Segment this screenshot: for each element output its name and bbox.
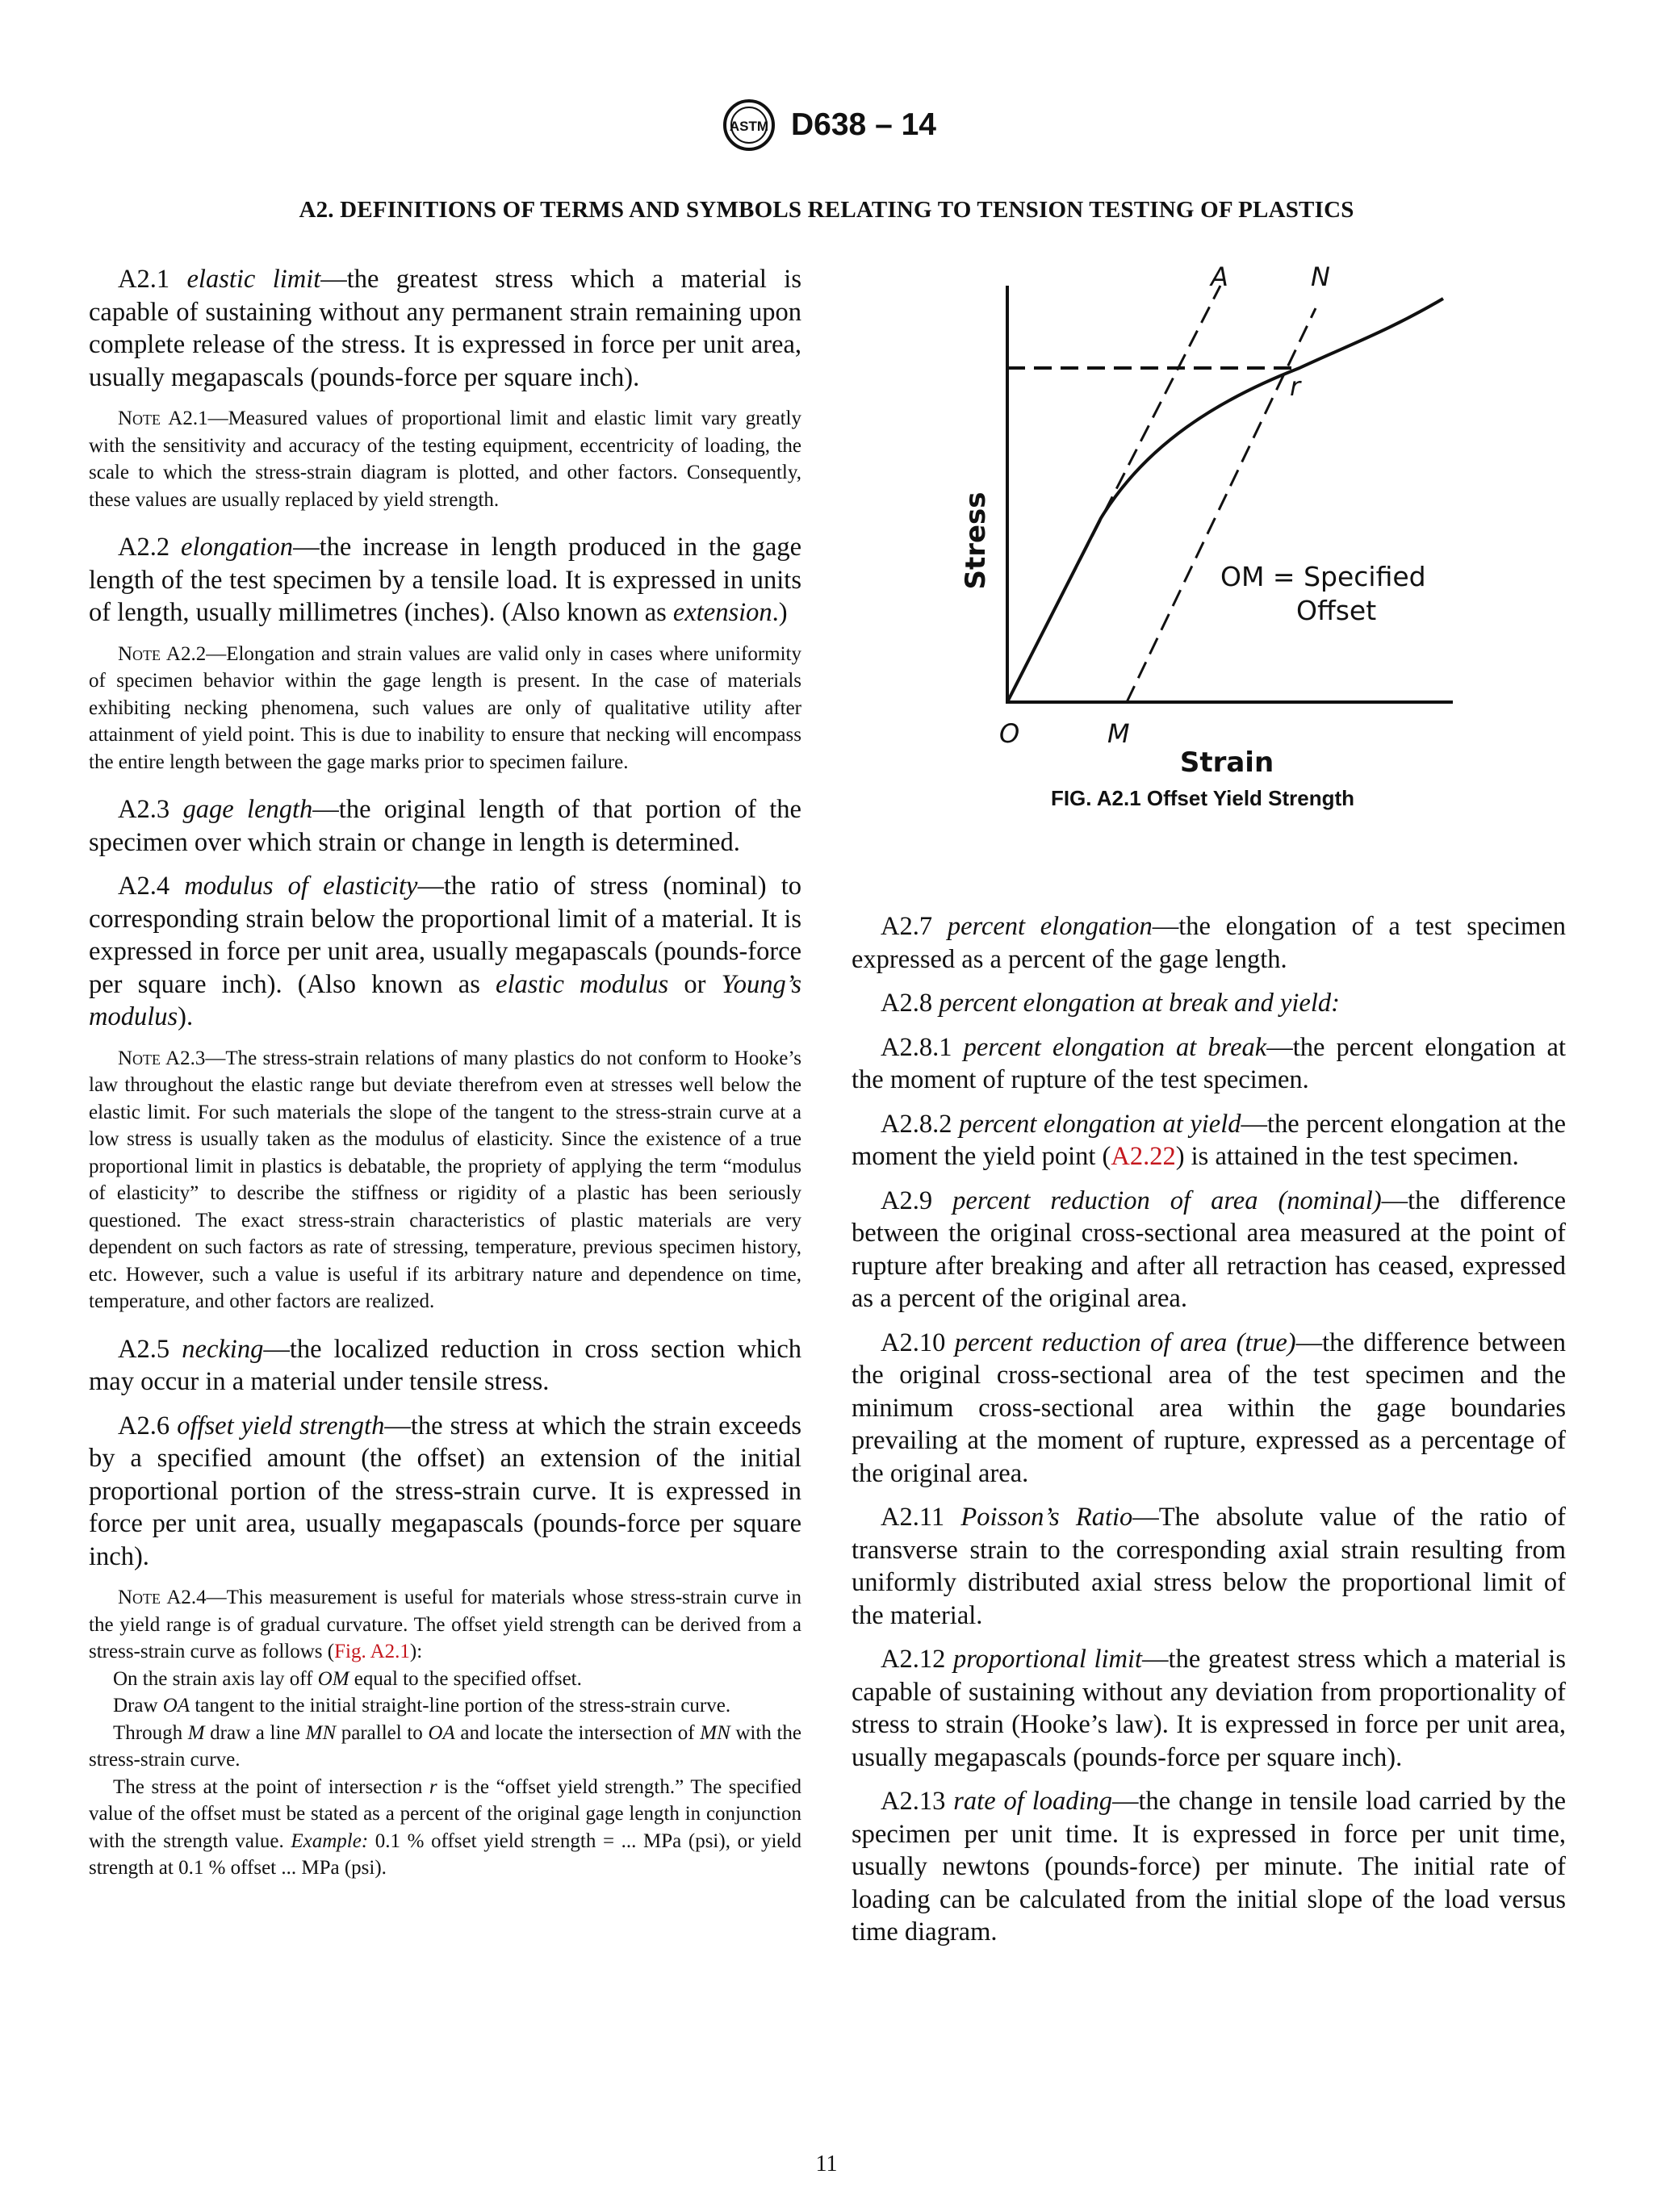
figure-caption: FIG. A2.1 Offset Yield Strength [1050,786,1355,810]
stress-strain-curve [1007,299,1443,702]
definition-a2-12: A2.12 proportional limit—the greatest stress which a material is capable of sustaining without any deviation from proportionality of stress to strain (Hooke’s law). It is expressed in force per unit area, usually megapascals (pounds-force per square inch). [852,1645,1566,1772]
right-column [852,910,1566,1960]
page-header [0,97,1653,153]
left-column [89,263,801,1882]
definition-a2-1: A2.1 elastic limit—the greatest stress which a material is capable of sustaining without any permanent strain remaining upon complete release of the stress. It is expressed in force per unit area, usually megapascals (pounds-force per square inch). [89,265,801,392]
definition-a2-9: A2.9 percent reduction of area (nominal)—the difference between the original cross-sectional area measured at the point of rupture after breaking and after all retraction has ceased, expressed as a percent of the original area. [852,1185,1566,1313]
definition-a2-11: A2.11 Poisson’s Ratio—The absolute value of the ratio of transverse strain to the corresponding axial strain resulting from uniformly distributed axial stress below the proportional limit of the material. [852,1503,1566,1630]
note-a2-4: Note A2.4—This measurement is useful for materials whose stress-strain curve in the yield range is of gradual curvature. The offset yield strength can be derived from a stress-strain curve as follows (Fig. A2.1): [89,1587,801,1662]
annotation-line-2: Offset [1296,595,1377,626]
label-o: O [999,718,1020,749]
label-a: A [1211,261,1228,292]
annotation-line-1: OM = Specified [1220,561,1426,592]
label-r: r [1290,371,1301,402]
note-a2-1: Note A2.1—Measured values of proportional limit and elastic limit vary greatly with the sensitivity and accuracy of the testing equipment, eccentricity of loading, the scale to which the stress-strain diagram is plotted, and other factors. Consequently, these values are usually replaced by yield strength. [89,408,801,511]
a2-22-link[interactable]: A2.22 [1111,1142,1176,1171]
page-number: 11 [815,2151,838,2176]
designation: D638 – 14 [791,107,936,142]
definition-a2-3: A2.3 gage length—the original length of that portion of the specimen over which strain or change in length is determined. [89,795,801,857]
note-a2-3: Note A2.3—The stress-strain relations of many plastics do not conform to Hooke’s law throughout the elastic range but deviate therefrom even at stresses well below the elastic limit. For such materials the slope of the tangent to the stress-strain curve at a low stress is usually taken as the modulus of elasticity. Since the existence of a true proportional limit in plastics is debatable, the propriety of applying the term “modulus of elasticity” to describe the stiffness or rigidity of a plastic has been seriously questioned. The exact stress-strain characteristics of plastic materials are very dependent on such factors as rate of stressing, temperature, previous specimen history, etc. However, such a value is useful if its arbitrary nature and dependence on time, temperature, and other factors are realized. [89,1047,801,1312]
astm-logo-text: ASTM [729,119,769,134]
label-m: M [1107,718,1130,749]
label-n: N [1311,261,1330,292]
note-a2-4-step-1: On the strain axis lay off OM equal to the specified offset. [113,1667,582,1690]
definition-a2-13: A2.13 rate of loading—the change in tensile load carried by the specimen per unit time. It is expressed in force per unit time, usually newtons (pounds-force) per minute. The initial rate of loading can be calculated from the initial slope of the load versus time diagram. [852,1787,1566,1946]
definition-a2-2: A2.2 elongation—the increase in length produced in the gage length of the test specimen by a tensile load. It is expressed in units of length, usually millimetres (inches). (Also known as extension.) [89,533,801,627]
note-a2-2: Note A2.2—Elongation and strain values are valid only in cases where uniformity of specimen behavior within the gage length is present. In the case of materials exhibiting necking phenomena, such values are only of qualitative utility after attainment of yield point. This is due to inability to ensure that necking will encompass the entire length between the gage marks prior to specimen failure. [89,642,801,773]
fig-a2-1-link[interactable]: Fig. A2.1 [334,1641,410,1662]
definition-a2-6: A2.6 offset yield strength—the stress at which the strain exceeds by a specified amount (the offset) an extension of the initial proportional portion of the stress-strain curve. It is expressed in force per unit area, usually megapascals (pounds-force per square inch). [89,1411,802,1571]
definition-a2-4: A2.4 modulus of elasticity—the ratio of stress (nominal) to corresponding strain below the proportional limit of a material. It is expressed in force per unit area, usually megapascals (pounds-force per square inch). (Also known as elastic modulus or Young’s modulus). [89,872,802,1031]
note-a2-4-step-4: The stress at the point of intersection r is the “offset yield strength.” The specified value of the offset must be stated as a percent of the original gage length in conjunction with the strength value. Example: 0.1 % offset yield strength = ... MPa (psi), or yield strength at 0.1 % offset ... MPa (psi). [89,1775,802,1879]
definition-a2-7: A2.7 percent elongation—the elongation of a test specimen expressed as a percent of the gage length. [852,912,1567,974]
definition-a2-5: A2.5 necking—the localized reduction in cross section which may occur in a material under tensile stress. [89,1334,802,1396]
note-a2-4-step-2: Draw OA tangent to the initial straight-line portion of the stress-strain curve. [113,1695,731,1716]
y-axis-label: Stress [960,491,992,590]
definition-a2-8-2: A2.8.2 percent elongation at yield—the percent elongation at the moment the yield point (A2.22) is attained in the test specimen. [852,1109,1566,1171]
definition-a2-8: A2.8 percent elongation at break and yield: [881,989,1340,1018]
definition-a2-8-1: A2.8.1 percent elongation at break—the percent elongation at the moment of rupture of the test specimen. [852,1032,1567,1094]
section-title: A2. DEFINITIONS OF TERMS AND SYMBOLS RELATING TO TENSION TESTING OF PLASTICS [299,197,1354,223]
offset-yield-figure [936,250,1469,831]
x-axis-label: Strain [1179,746,1274,779]
astm-logo [717,97,781,153]
definition-a2-10: A2.10 percent reduction of area (true)—the difference between the original cross-sectional area of the test specimen and the minimum cross-sectional area within the gage boundaries prevailing at the moment of rupture, expressed as a percentage of the original area. [852,1328,1566,1488]
note-a2-4-step-3: Through M draw a line MN parallel to OA and locate the intersection of MN with the stress-strain curve. [89,1721,801,1771]
